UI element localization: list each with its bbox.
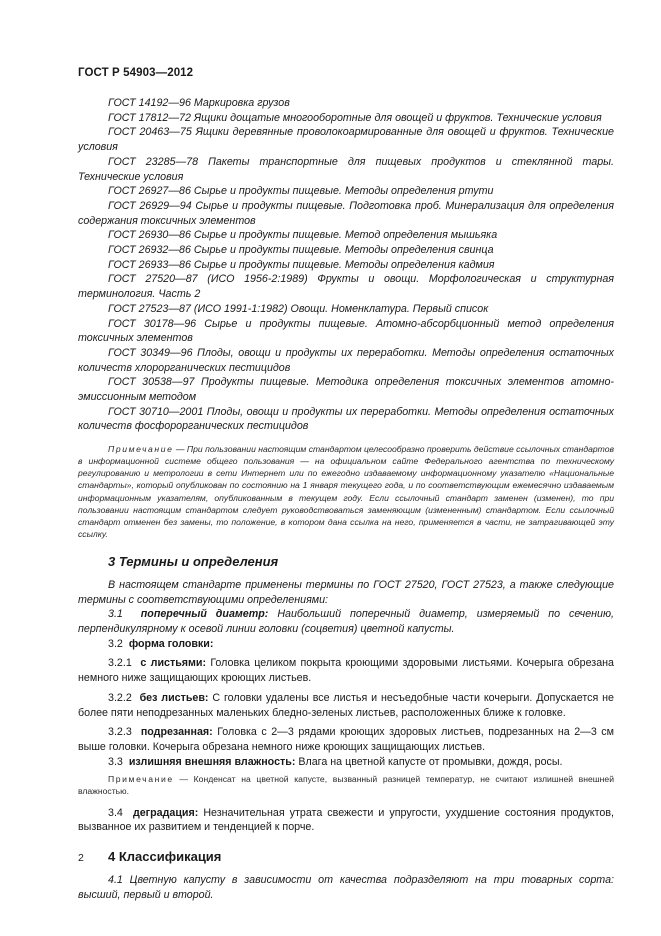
- term-definition: Незначительная утрата свежести и упругости, ухудшение состояния продуктов, вызванное их развитием и тенденцией к порче.: [78, 806, 614, 834]
- term-number: 3.3: [108, 755, 123, 768]
- section-4-1-paragraph: 4.1 Цветную капусту в зависимости от качества подразделяют на три товарных сорта: высший, первый и второй.: [78, 873, 614, 901]
- term-name: форма головки:: [128, 637, 214, 650]
- references-list: [78, 96, 614, 434]
- document-body: [78, 96, 614, 902]
- reference-item: ГОСТ 30538—97 Продукты пищевые. Методика определения токсичных элементов атомно-эмиссионным методом: [78, 376, 614, 404]
- note-label: Примечание: [108, 444, 174, 455]
- section-3-intro: В настоящем стандарте применены термины по ГОСТ 27520, ГОСТ 27523, а также следующие термины с соответствующими определениями:: [78, 578, 614, 606]
- page-number: 2: [78, 852, 84, 864]
- term-name: без листьев:: [139, 691, 209, 704]
- reference-item: ГОСТ 27520—87 (ИСО 1956-2:1989) Фрукты и овощи. Морфологическая и структурная терминология. Часть 2: [78, 273, 614, 301]
- note-text: — Конденсат на цветной капусте, вызванный разницей температур, не считают излишней внешней влажностью.: [78, 774, 614, 797]
- section-3-title: 3 Термины и определения: [108, 553, 279, 569]
- reference-item: ГОСТ 26932—86 Сырье и продукты пищевые. Методы определения свинца: [108, 244, 494, 257]
- term-number: 3.2.1: [108, 657, 132, 670]
- term-definition: Головка целиком покрыта кроющими здоровыми листьями. Кочерыга обрезана немного ниже защищающих кроющих листьев.: [78, 657, 614, 685]
- reference-item: ГОСТ 30349—96 Плоды, овощи и продукты их переработки. Методы определения остаточных количеств хлорорганических пестицидов: [78, 346, 614, 374]
- term-definition: Влага на цветной капусте от промывки, дождя, росы.: [298, 755, 563, 768]
- reference-item: ГОСТ 26933—86 Сырье и продукты пищевые. Методы определения кадмия: [108, 258, 495, 271]
- term-3-3-note: [78, 773, 614, 797]
- reference-item: ГОСТ 27523—87 (ИСО 1991-1:1982) Овощи. Номенклатура. Первый список: [108, 302, 489, 315]
- term-number: 3.4: [108, 806, 123, 819]
- term-3-2-1: [78, 656, 614, 685]
- reference-item: ГОСТ 30178—96 Сырье и продукты пищевые. Атомно-абсорбционный метод определения токсичных элементов: [78, 317, 614, 345]
- reference-item: ГОСТ 30710—2001 Плоды, овощи и продукты их переработки. Методы определения остаточных количеств фосфорорганических пестицидов: [78, 405, 614, 433]
- term-number: 3.1: [108, 608, 123, 621]
- term-definition: Головка с 2—3 рядами кроющих здоровых листьев, подрезанных на 2—3 см выше головки. Кочерыга обрезана немного ниже кроющих защищающих листьев.: [78, 726, 614, 753]
- reference-item: ГОСТ 14192—96 Маркировка грузов: [108, 97, 290, 109]
- term-3-2-2: [78, 691, 614, 720]
- term-definition: Наибольший поперечный диаметр, измеряемый по сечению, перпендикулярному к осевой линии головки (соцветия) цветной капусты.: [78, 608, 614, 636]
- reference-item: ГОСТ 17812—72 Ящики дощатые многооборотные для овощей и фруктов. Технические условия: [108, 111, 602, 124]
- term-3-4: [78, 806, 614, 835]
- reference-item: ГОСТ 23285—78 Пакеты транспортные для пищевых продуктов и стеклянной тары. Технические условия: [78, 155, 614, 183]
- term-number: 3.2.3: [108, 726, 132, 739]
- term-name: излишняя внешняя влажность:: [128, 755, 296, 768]
- document-id-header: ГОСТ Р 54903—2012: [78, 67, 194, 79]
- term-3-2-3: [78, 725, 614, 754]
- section-4-title: 4 Классификация: [108, 848, 222, 864]
- note-label: Примечание: [108, 774, 174, 785]
- term-definition: С головки удалены все листья и несъедобные части кочерыги. Допускается не более пяти неподрезанных маленьких бледно-зеленых листьев, расположенных ближе к головке.: [78, 691, 614, 719]
- term-name: поперечный диаметр:: [140, 608, 269, 621]
- reference-item: ГОСТ 26927—86 Сырье и продукты пищевые. Методы определения ртути: [108, 185, 494, 198]
- reference-item: ГОСТ 26930—86 Сырье и продукты пищевые. Метод определения мышьяка: [108, 229, 498, 242]
- term-3-3: [78, 755, 614, 770]
- term-number: 3.2: [108, 637, 123, 650]
- term-name: деградация:: [132, 806, 199, 819]
- term-name: с листьями:: [140, 657, 207, 670]
- term-number: 3.2.2: [108, 691, 132, 704]
- note-text: — При пользовании настоящим стандартом целесообразно проверить действие ссылочных стандартов в информационной системе общего пользования — на официальном сайте Федерального агентства по техническому регулированию и метрологии в сети Интернет или по ежегодно издаваемому информационному указателю «Национальные стандарты», который опубликован по состоянию на 1 января текущего года, и по соответствующим ежемесячно издаваемым информационным указателям, опубликованным в текущем году. Если ссылочный стандарт заменен (изменен), то при пользовании настоящим стандартом следует руководствоваться заменяющим (измененным) стандартом. Если ссылочный стандарт отменен без замены, то положение, в котором дана ссылка на него, применяется в части, не затрагивающей эту ссылку.: [78, 444, 615, 539]
- references-note: [78, 443, 614, 540]
- reference-item: ГОСТ 20463—75 Ящики деревянные проволокоармированные для овощей и фруктов. Технические условия: [78, 126, 614, 154]
- term-3-2: [78, 637, 614, 652]
- term-name: подрезанная:: [140, 726, 213, 739]
- reference-item: ГОСТ 26929—94 Сырье и продукты пищевые. Подготовка проб. Минерализация для определения содержания токсичных элементов: [78, 199, 614, 227]
- term-3-1: [78, 607, 614, 636]
